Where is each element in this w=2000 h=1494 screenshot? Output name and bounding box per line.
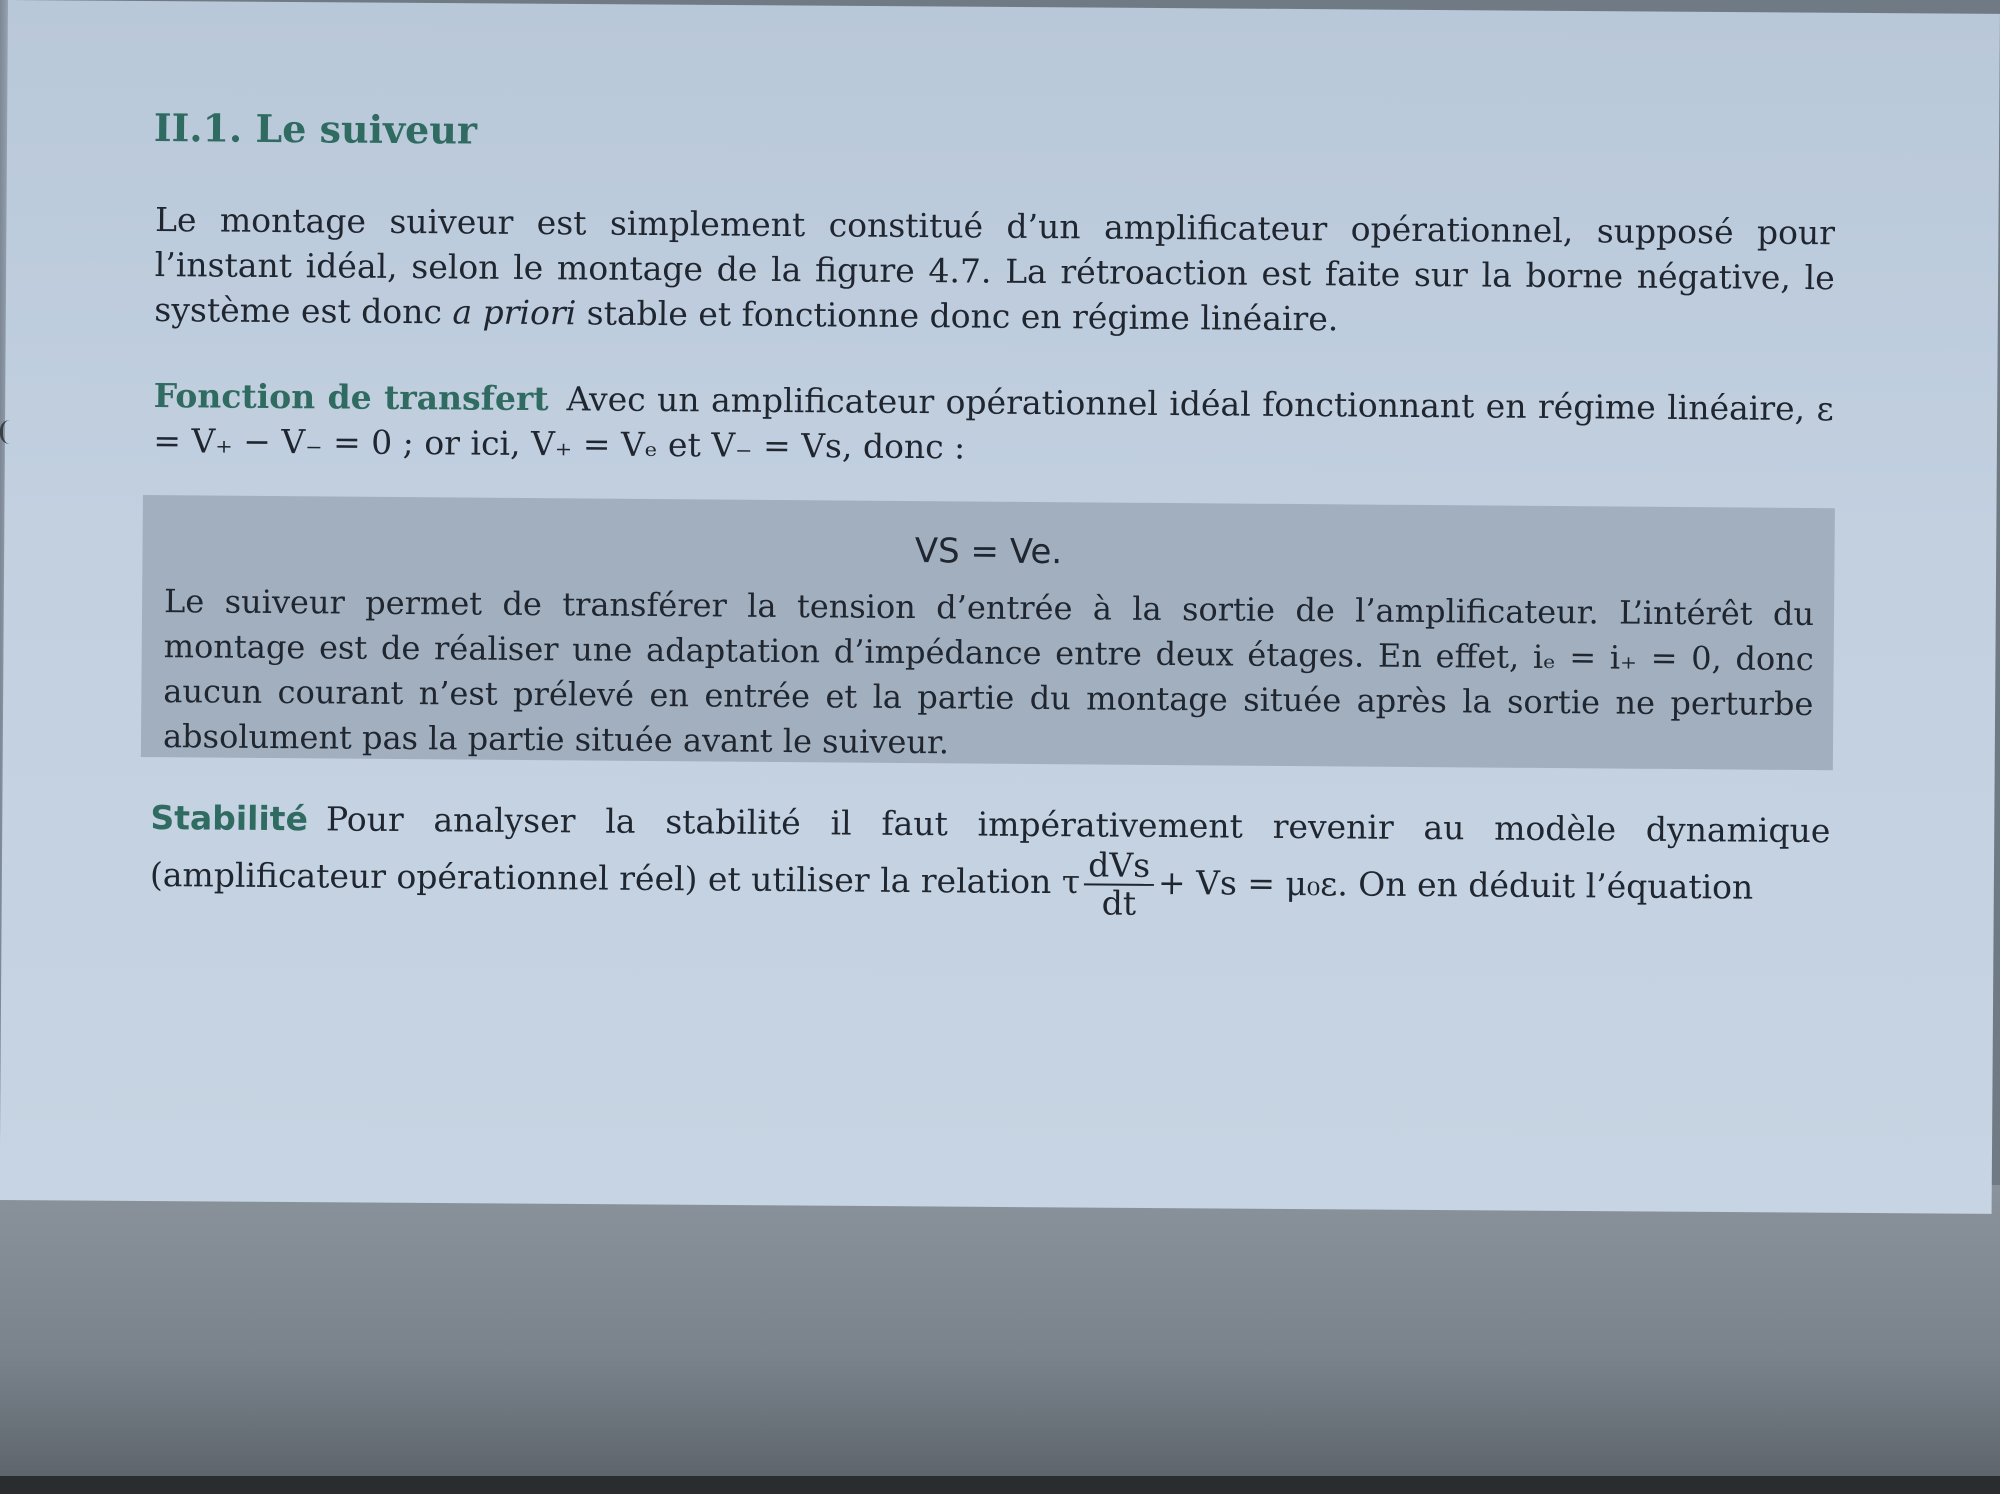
section-title: II.1. Le suiveur bbox=[153, 105, 478, 153]
transfer-heading: Fonction de transfert bbox=[153, 376, 549, 419]
table-surface bbox=[0, 1185, 2000, 1494]
derivative-fraction bbox=[1084, 847, 1154, 922]
result-box-text: Le suiveur permet de transférer la tension d’entrée à la sortie de l’amplificateur. L’intérêt du montage est de réaliser une adaptation d’impédance entre deux étages. En effet, iₑ = i₊ = 0, donc aucun courant n’est prélevé en entrée et la partie du montage située après la sortie ne perturbe absolument pas la partie située avant le suiveur. bbox=[162, 582, 1815, 762]
page-margin-mark bbox=[0, 420, 13, 444]
fraction-numerator: dVs bbox=[1084, 847, 1154, 886]
result-box bbox=[141, 495, 1835, 770]
transfer-text: Avec un amplificateur opérationnel idéal fonctionnant en régime linéaire, ε = V₊ − V₋ = 0 ; or ici, V₊ = Vₑ et V₋ = Vs, donc : bbox=[153, 379, 1834, 467]
intro-italic-text: a priori bbox=[452, 292, 577, 333]
intro-paragraph bbox=[154, 197, 1835, 345]
stability-heading: Stabilité bbox=[150, 798, 309, 839]
transfer-paragraph bbox=[153, 373, 1834, 476]
intro-text-part-1: Le montage suiveur est simplement constitué d’un amplificateur opérationnel, supposé pour l’instant idéal, selon le montage de la figure 4.7. La rétroaction est faite sur la borne négative, le système est donc bbox=[154, 200, 1836, 332]
result-equation: VS = Ve. bbox=[914, 531, 1063, 573]
stability-text-part-2: + Vs = μ₀ε. On en déduit l’équation bbox=[1157, 862, 1754, 907]
stability-paragraph bbox=[150, 795, 1831, 927]
stability-text-part-1: Pour analyser la stabilité il faut impérativement revenir au modèle dynamique (amplificateur opérationnel réel) et utiliser la relation τ bbox=[149, 799, 1831, 902]
fraction-denominator: dt bbox=[1101, 883, 1137, 923]
photo-bottom-edge bbox=[0, 1476, 2000, 1494]
intro-text-part-2: stable et fonctionne donc en régime linéaire. bbox=[576, 293, 1339, 339]
